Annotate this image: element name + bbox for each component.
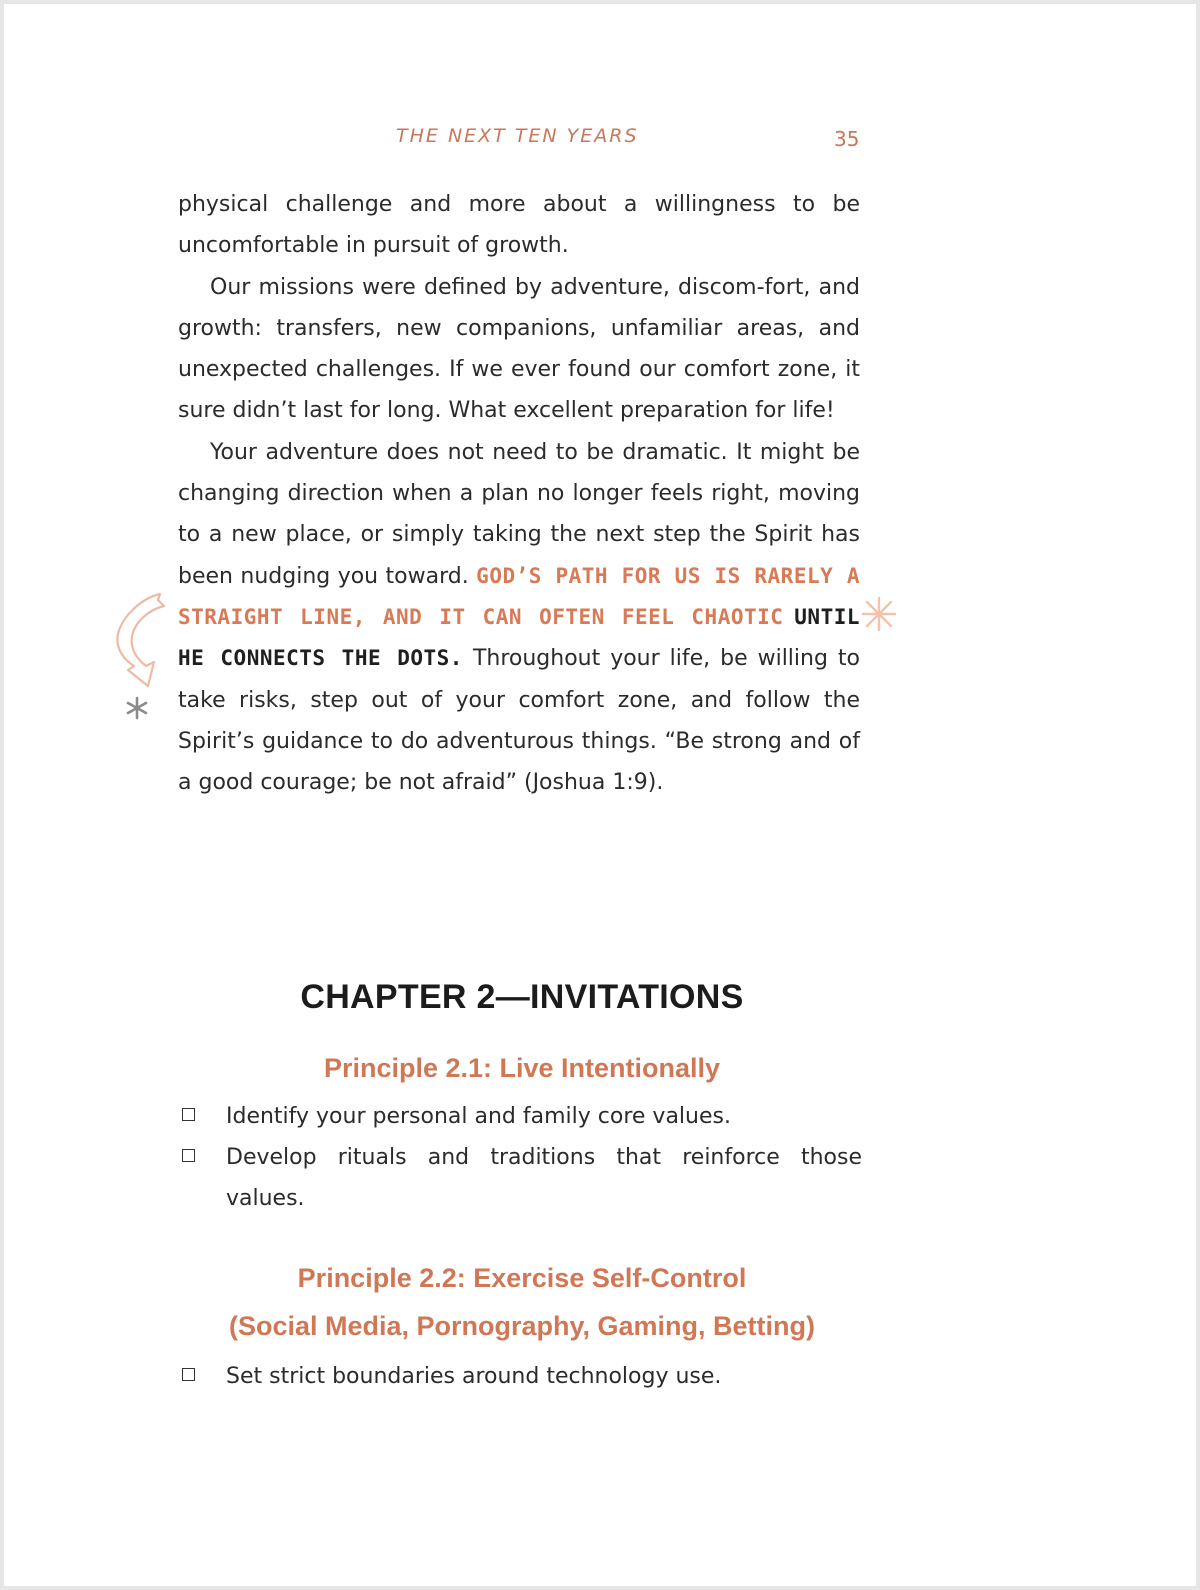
checkbox-icon[interactable] xyxy=(182,1368,195,1381)
page-number: 35 xyxy=(834,127,860,151)
paragraph-1: physical challenge and more about a willingness to be uncomfortable in pursuit of growth. xyxy=(178,192,860,259)
paragraph-3-end: Throughout your life, be willing to take risks, step out of your comfort zone, and follow the Spirit’s guidance to do adventurous things. “Be strong and of a good courage; be not afraid” (Joshua 1:9). xyxy=(178,646,860,796)
checkbox-icon[interactable] xyxy=(182,1108,195,1121)
paragraph-3 xyxy=(178,432,860,804)
body-text xyxy=(178,184,860,803)
paragraph-3-start: Your adventure does not need to be dramatic. It might be changing direction when a plan no longer feels right, moving to a new place, or simply taking the next step the Spirit has been nudging you toward. xyxy=(178,439,860,589)
handwritten-dark: UNTIL HE CONNECTS THE DOTS. xyxy=(178,604,860,671)
checklist-item-text: Set strict boundaries around technology use. xyxy=(226,1364,722,1389)
checklist-item xyxy=(182,1137,862,1219)
checklist-item-text: Develop rituals and traditions that reinforce those values. xyxy=(226,1145,862,1211)
checklist-item xyxy=(182,1356,862,1397)
principle-2-2-heading: Principle 2.2: Exercise Self-Control xyxy=(297,1263,747,1293)
asterisk-icon xyxy=(125,696,149,720)
curved-arrow-icon xyxy=(108,586,174,696)
chapter-heading: CHAPTER 2—INVITATIONS xyxy=(300,978,744,1016)
running-head-title: THE NEXT TEN YEARS xyxy=(396,125,639,147)
paragraph-2: Our missions were defined by adventure, discom-fort, and growth: transfers, new companions, unfamiliar areas, and unexpected challenges. If we ever found our comfort zone, it sure didn’t last for long. What excellent preparation for life! xyxy=(178,274,860,424)
handwritten-highlight: GOD’S PATH FOR US IS RARELY A STRAIGHT LINE, AND IT CAN OFTEN FEEL CHAOTIC xyxy=(178,563,860,629)
asterisk-icon xyxy=(861,596,897,632)
book-page xyxy=(4,4,1196,1586)
principle-2-1-heading: Principle 2.1: Live Intentionally xyxy=(323,1053,721,1083)
principle-2-2-subheading: (Social Media, Pornography, Gaming, Betting) xyxy=(228,1311,816,1341)
checklist-item xyxy=(182,1096,862,1137)
checklist-item-text: Identify your personal and family core values. xyxy=(226,1104,731,1129)
checkbox-icon[interactable] xyxy=(182,1149,195,1162)
